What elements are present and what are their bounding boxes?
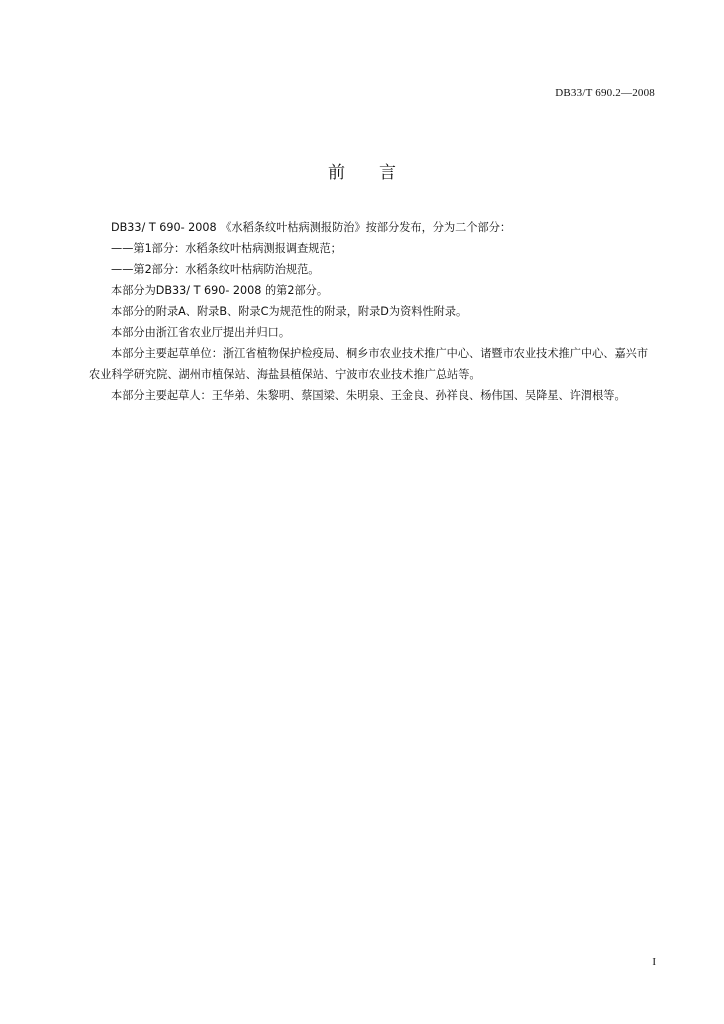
page-title (0, 158, 724, 183)
paragraph-intro: DB33/ T 690- 2008 《水稻条纹叶枯病测报防治》按部分发布，分为二个部分： (111, 221, 512, 234)
title-char-1: 前 (328, 163, 345, 183)
standard-code: DB33/T 690.2—2008 (555, 87, 655, 99)
paragraph-this-part: 本部分为DB33/ T 690- 2008 的第2部分。 (111, 284, 329, 297)
paragraph-drafting-units: 本部分主要起草单位：浙江省植物保护检疫局、桐乡市农业技术推广中心、诸暨市农业技术推广中心、嘉兴市农业科学研究院、湖州市植保站、海盐县植保站、宁波市农业技术推广总站等。 (89, 347, 649, 381)
foreword-body (89, 217, 657, 406)
paragraph-drafters: 本部分主要起草人：王华弟、朱黎明、蔡国梁、朱明泉、王金良、孙祥良、杨伟国、吴降星、许渭根等。 (111, 389, 626, 402)
paragraph-proposer: 本部分由浙江省农业厅提出并归口。 (111, 326, 291, 339)
page-number: I (652, 956, 656, 968)
paragraph-part-2: ——第2部分：水稻条纹叶枯病防治规范。 (111, 263, 320, 276)
paragraph-part-1: ——第1部分：水稻条纹叶枯病测报调查规范； (111, 242, 342, 255)
title-char-2: 言 (379, 163, 396, 183)
paragraph-appendices: 本部分的附录A、附录B、附录C为规范性的附录，附录D为资料性附录。 (111, 305, 468, 318)
